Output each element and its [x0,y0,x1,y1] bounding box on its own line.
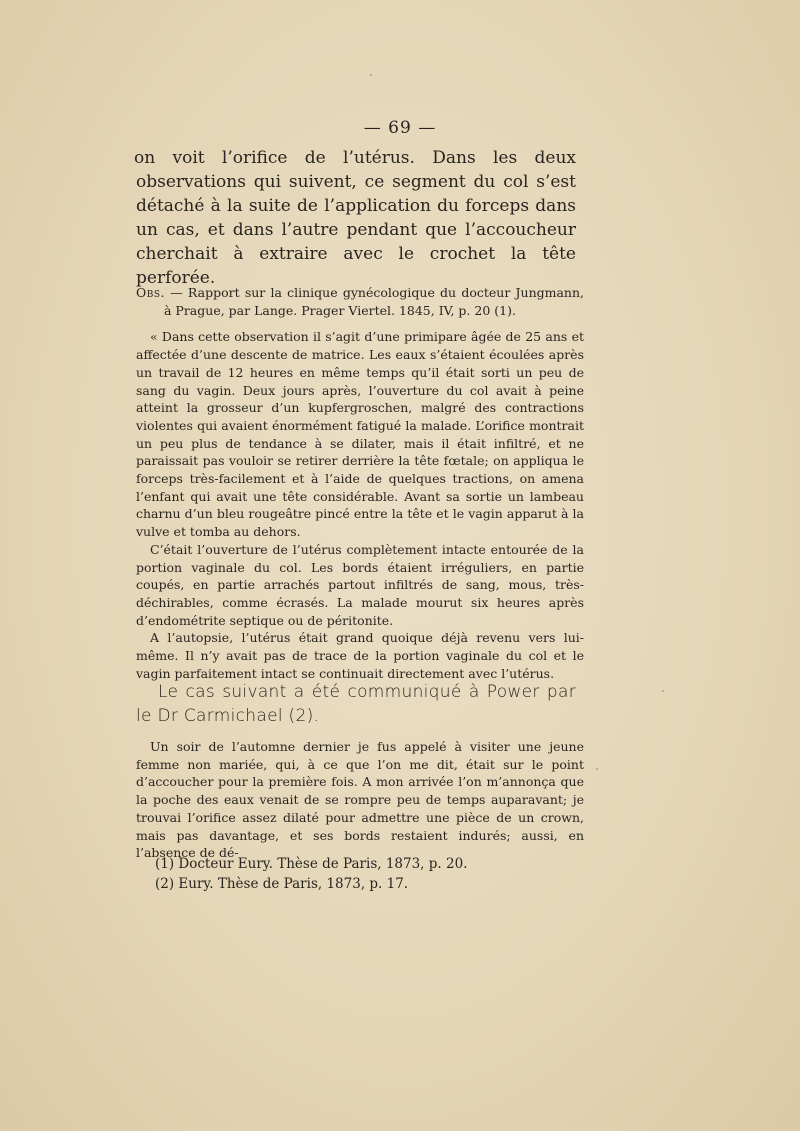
carmichael-paragraph: Un soir de l’automne dernier je fus appelé à visiter une jeune femme non mariée, qui, à ce que l’on me dit, était sur le point d’accoucher pour la première fois. A mon arrivée l’on m’annonça que la poche des eaux venait de se rompre peu de temps auparavant; je trouvai l’orifice assez dilaté pour admettre une pièce de un crown, mais pas davantage, et ses bords restaient indurés; aussi, en l’absence de dé- [136,739,584,861]
observation-label: Obs. [136,285,166,300]
observation-reference-text: — Rapport sur la clinique gynécologique du docteur Jungmann, à Prague, par Lange. Prager Viertel. 1845, IV, p. 20 (1). [164,285,584,318]
carmichael-account [136,738,584,862]
observation-paragraph-3: A l’autopsie, l’utérus était grand quoique déjà revenu vers lui-même. Il n’y avait pas de trace de la portion vaginale du col et le vagin parfaitement intact se continuait directement avec l’utérus. [136,630,584,681]
paper-speck [662,690,664,692]
carmichael-intro-text: Le cas suivant a été communiqué à Power par le Dr Carmichael (2). [136,682,576,726]
observation-paragraph-2: C’était l’ouverture de l’utérus complètement intacte entourée de la portion vaginale du col. Les bords étaient irréguliers, en partie coupés, en partie arrachés partout infiltrés de sang, mous, très-déchirables, comme écrasés. La malade mourut six heures après d’endométrite septique ou de péritonite. [136,541,584,628]
observation-paragraph-1: « Dans cette observation il s’agit d’une primipare âgée de 25 ans et affectée d’une descente de matrice. Les eaux s’étaient écoulées après un travail de 12 heures en même temps qu’il était sorti un peu de sang du vagin. Deux jours après, l’ouverture du col avait à peine atteint la grosseur d’un kupfergroschen, malgré des contractions violentes qui avaient énormément fatigué la malade. L’orifice montrait un peu plus de tendance à se dilater, mais il était infiltré, et ne paraissait pas vouloir se retirer derrière la tête fœtale; on appliqua le forceps très-facilement et à l’aide de quelques tractions, on amena l’enfant qui avait une tête considérable. Avant sa sortie un lambeau charnu d’un bleu rougeâtre pincé entre la tête et le vagin apparut à la vulve et tomba au dehors. [136,329,584,540]
footnote-1: (1) Docteur Eury. Thèse de Paris, 1873, p. 20. [155,856,468,872]
footnotes [155,854,575,894]
page-number: — 69 — [363,118,437,138]
observation-block [136,284,584,682]
carmichael-intro [136,680,576,728]
paper-speck [596,768,598,770]
footnote-2: (2) Eury. Thèse de Paris, 1873, p. 17. [155,876,409,892]
observation-reference [136,284,584,319]
lead-paragraph: on voit l’orifice de l’utérus. Dans les deux observations qui suivent, ce segment du col s’est détaché à la suite de l’application du forceps dans un cas, et dans l’autre pendant que l’accoucheur cherchait à extraire avec le crochet la tête perforée. [134,148,576,288]
paper-speck [370,74,372,76]
